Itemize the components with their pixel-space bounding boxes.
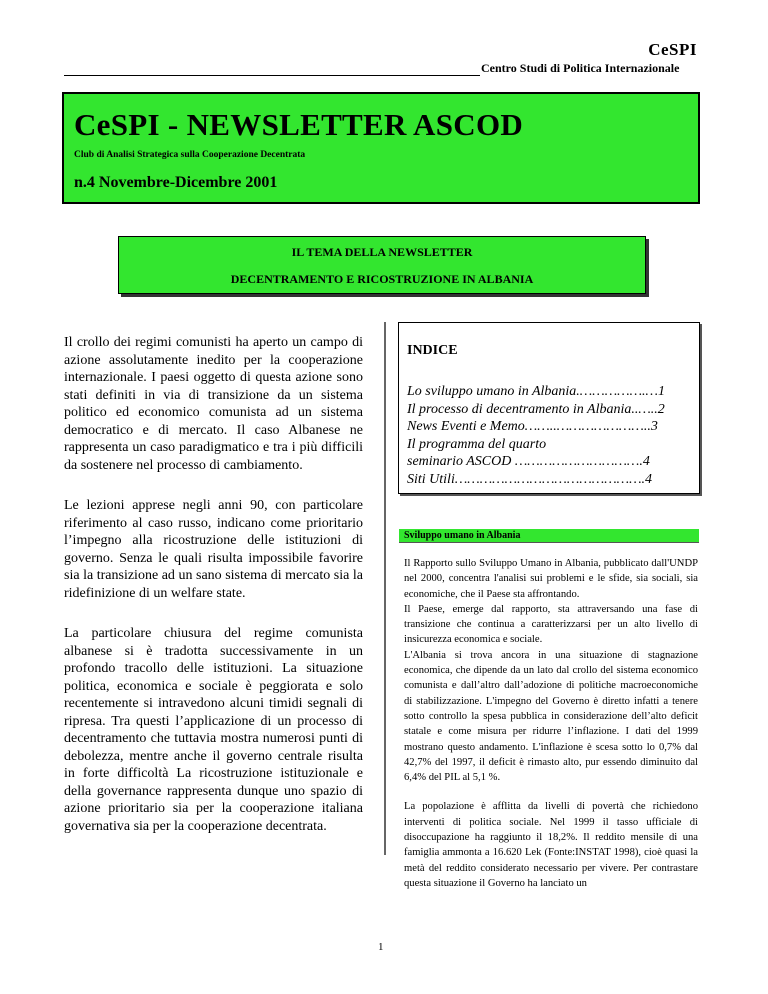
newsletter-banner <box>62 92 700 204</box>
index-item[interactable]: seminario ASCOD ………………………….4 <box>407 454 650 469</box>
left-paragraph: Il crollo dei regimi comunisti ha aperto un campo di azione assolutamente inedito per la cooperazione internazionale. I paesi oggetto di questa azione sono stati definiti in via di transizione da un sistema politico ed economico comunista ad un sistema democratico e di mercato. Il caso Albanese ne rappresenta un caso paradigmatico e tra i più difficili da sostenere nel processo di cambiamento. <box>64 335 363 473</box>
issue-date: n.4 Novembre-Dicembre 2001 <box>74 174 278 191</box>
index-item[interactable]: News Eventi e Memo……..…………………..3 <box>407 419 658 434</box>
index-item[interactable]: Il programma del quarto <box>407 436 547 452</box>
page-number: 1 <box>378 941 384 953</box>
section-title: Sviluppo umano in Albania <box>399 529 699 543</box>
theme-heading: IL TEMA DELLA NEWSLETTER <box>291 245 473 259</box>
header-subtitle: Centro Studi di Politica Internazionale <box>481 61 680 75</box>
theme-title: DECENTRAMENTO E RICOSTRUZIONE IN ALBANIA <box>230 272 534 286</box>
left-paragraph: La particolare chiusura del regime comunista albanese si è tradotta successivamente in un profondo tracollo delle istituzioni. La situazione politica, economica e sociale è peggiorata e solo recentemente si intravedono alcuni timidi segnali di ripresa. Tra questi l’applicazione di un processo di decentramento che tuttavia mostra numerosi punti di debolezza, mentre anche il governo centrale risulta in forte difficoltà La ricostruzione istituzionale e della governance rappresenta dunque uno spazio di azione prioritario sia per la cooperazione italiana governativa sia per la cooperazione decentrata. <box>64 626 363 834</box>
theme-box <box>118 236 646 294</box>
column-divider <box>384 322 386 855</box>
right-paragraph: Il Paese, emerge dal rapporto, sta attraversando una fase di transizione che continua a caratterizzarsi per un alto livello di insicurezza economica e sociale. <box>404 603 698 646</box>
newsletter-title: CeSPI - NEWSLETTER ASCOD <box>74 107 524 142</box>
index-list <box>407 383 665 488</box>
right-paragraph: L'Albania si trova ancora in una situazione di stagnazione economica, che dipende da un lato dal crollo del sistema economico comunista e dall’altro dall’adozione di politiche macroeconomiche di stabilizzazione. L'impegno del Governo è diretto infatti a tenere sotto controllo la spesa pubblica in considerazione dell’alto deficit statale e come misura per ridurre l’inflazione. I dati del 1999 mostrano questo andamento. L'inflazione è scesa sotto lo 0,7% dal 42,7% del 1997, il deficit è rimasto alto, pur essendo diminuito dal 6,4% del PIL al 5,1 %. <box>404 649 698 784</box>
right-paragraph: Il Rapporto sullo Sviluppo Umano in Albania, pubblicato dall'UNDP nel 2000, concentra l'analisi sui problemi e le sfide, sia sociali, sia economiche, che il Paese sta affrontando. <box>404 558 698 600</box>
index-item[interactable]: Siti Utili……………………………………….4 <box>407 471 653 487</box>
header-rule <box>64 66 480 76</box>
header-org-name: CeSPI <box>648 40 697 59</box>
right-column <box>404 556 698 891</box>
index-title: INDICE <box>407 343 458 358</box>
index-item[interactable]: Lo sviluppo umano in Albania.…………….…1 <box>407 384 665 399</box>
index-item[interactable]: Il processo di decentramento in Albania..…..2 <box>407 401 665 417</box>
club-name: Club di Analisi Strategica sulla Cooperazione Decentrata <box>74 150 306 160</box>
right-paragraph: La popolazione è afflitta da livelli di povertà che richiedono interventi di politica sociale. Nel 1999 il tasso ufficiale di disoccupazione ha raggiunto il 18,2%. Il reddito mensile di una famiglia ammonta a 16.620 Lek (Fonte:INSTAT 1998), cioè quasi la metà del reddito considerato necessario per vivere. Per contrastare questa situazione il Governo ha lanciato un <box>404 801 698 889</box>
index-box <box>398 322 700 494</box>
left-column <box>64 334 363 858</box>
left-paragraph: Le lezioni apprese negli anni 90, con particolare riferimento al caso russo, indicano come prioritario l’impegno alla ricostruzione delle istituzioni di governo. Senza le quali risulta impossibile favorire sia la transizione ad un sano sistema di mercato sia la ridefinizione di un welfare state. <box>64 498 363 601</box>
